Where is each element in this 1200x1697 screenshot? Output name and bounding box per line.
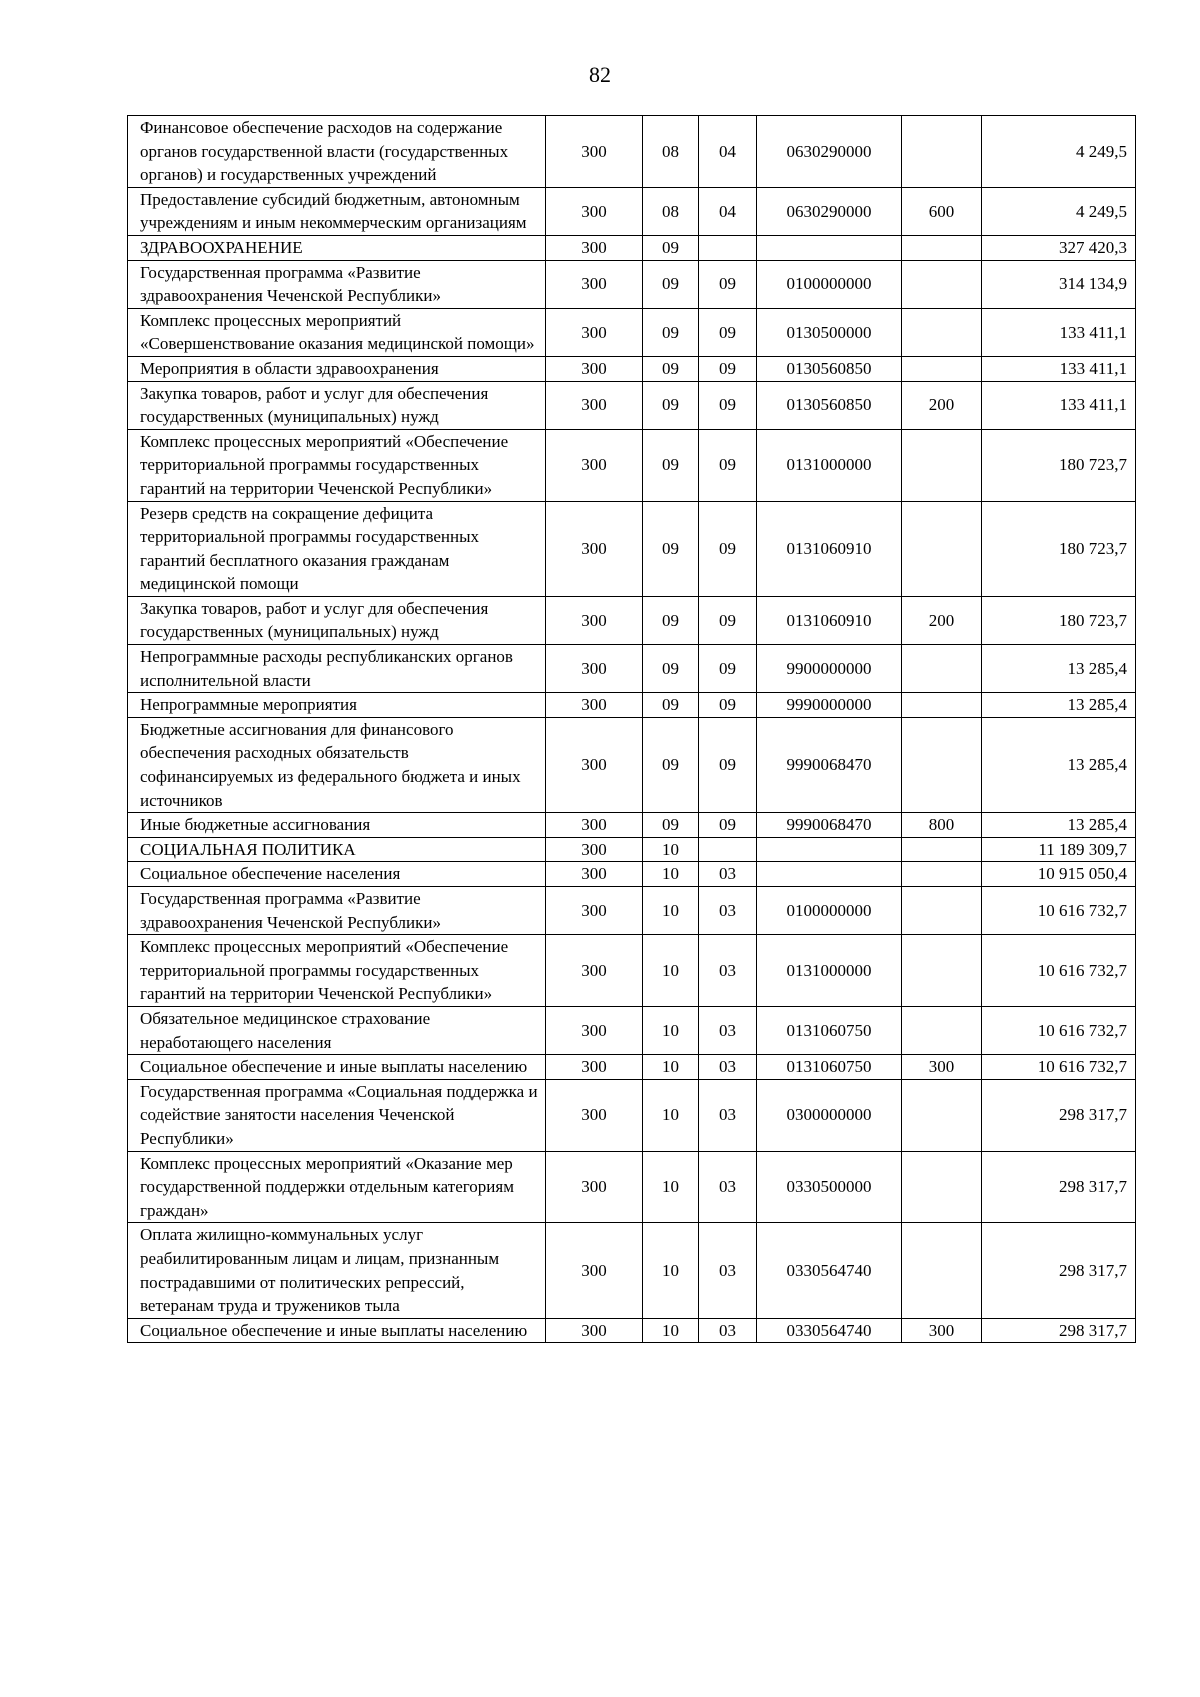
row-expense-type-cell	[902, 717, 982, 812]
row-amount-cell: 10 616 732,7	[982, 887, 1136, 935]
row-ministry-code-cell: 300	[546, 887, 643, 935]
row-target-article-cell: 9990068470	[757, 813, 902, 838]
row-target-article-cell: 0300000000	[757, 1079, 902, 1151]
row-subsection-cell: 03	[699, 1318, 757, 1343]
row-name-cell: Иные бюджетные ассигнования	[128, 813, 546, 838]
table-row	[128, 1318, 1136, 1343]
row-name-cell: Государственная программа «Социальная поддержка и содействие занятости населения Чеченской Республики»	[128, 1079, 546, 1151]
row-name-cell: Государственная программа «Развитие здравоохранения Чеченской Республики»	[128, 887, 546, 935]
row-target-article-cell: 0130500000	[757, 308, 902, 356]
row-ministry-code-cell: 300	[546, 235, 643, 260]
row-subsection-cell: 09	[699, 645, 757, 693]
row-amount-cell: 11 189 309,7	[982, 837, 1136, 862]
row-target-article-cell: 0131060910	[757, 596, 902, 644]
table-row	[128, 1151, 1136, 1223]
row-ministry-code-cell: 300	[546, 693, 643, 718]
row-ministry-code-cell: 300	[546, 1318, 643, 1343]
budget-table	[127, 115, 1136, 1343]
row-name-cell: Социальное обеспечение и иные выплаты населению	[128, 1318, 546, 1343]
row-expense-type-cell	[902, 1079, 982, 1151]
row-target-article-cell: 9990068470	[757, 717, 902, 812]
row-target-article-cell: 0100000000	[757, 887, 902, 935]
row-target-article-cell: 0130560850	[757, 381, 902, 429]
row-section-cell: 08	[643, 116, 699, 188]
row-target-article-cell: 0131000000	[757, 935, 902, 1007]
row-section-cell: 09	[643, 260, 699, 308]
row-target-article-cell: 0100000000	[757, 260, 902, 308]
table-row	[128, 235, 1136, 260]
row-subsection-cell: 04	[699, 187, 757, 235]
row-expense-type-cell	[902, 1223, 982, 1318]
row-target-article-cell: 0330500000	[757, 1151, 902, 1223]
row-expense-type-cell	[902, 645, 982, 693]
row-section-cell: 09	[643, 429, 699, 501]
table-row	[128, 260, 1136, 308]
row-section-cell: 09	[643, 308, 699, 356]
row-section-cell: 10	[643, 862, 699, 887]
row-section-cell: 09	[643, 381, 699, 429]
row-expense-type-cell	[902, 308, 982, 356]
row-name-cell: Мероприятия в области здравоохранения	[128, 356, 546, 381]
table-row	[128, 429, 1136, 501]
row-amount-cell: 298 317,7	[982, 1151, 1136, 1223]
row-name-cell: ЗДРАВООХРАНЕНИЕ	[128, 235, 546, 260]
row-ministry-code-cell: 300	[546, 1006, 643, 1054]
row-expense-type-cell: 800	[902, 813, 982, 838]
row-ministry-code-cell: 300	[546, 935, 643, 1007]
row-expense-type-cell	[902, 862, 982, 887]
row-section-cell: 10	[643, 1079, 699, 1151]
row-amount-cell: 298 317,7	[982, 1079, 1136, 1151]
row-section-cell: 09	[643, 717, 699, 812]
row-amount-cell: 327 420,3	[982, 235, 1136, 260]
row-amount-cell: 13 285,4	[982, 693, 1136, 718]
row-amount-cell: 133 411,1	[982, 308, 1136, 356]
row-section-cell: 09	[643, 813, 699, 838]
row-subsection-cell: 03	[699, 1079, 757, 1151]
row-target-article-cell: 0330564740	[757, 1223, 902, 1318]
row-subsection-cell: 09	[699, 717, 757, 812]
row-subsection-cell: 03	[699, 1151, 757, 1223]
row-ministry-code-cell: 300	[546, 381, 643, 429]
row-section-cell: 10	[643, 1223, 699, 1318]
table-row	[128, 187, 1136, 235]
row-name-cell: Предоставление субсидий бюджетным, автономным учреждениям и иным некоммерческим организациям	[128, 187, 546, 235]
row-section-cell: 09	[643, 356, 699, 381]
row-name-cell: Закупка товаров, работ и услуг для обеспечения государственных (муниципальных) нужд	[128, 381, 546, 429]
row-subsection-cell: 03	[699, 935, 757, 1007]
row-name-cell: Резерв средств на сокращение дефицита территориальной программы государственных гарантий бесплатного оказания гражданам медицинской помощи	[128, 501, 546, 596]
row-target-article-cell: 0630290000	[757, 187, 902, 235]
row-section-cell: 10	[643, 887, 699, 935]
row-amount-cell: 314 134,9	[982, 260, 1136, 308]
row-name-cell: Социальное обеспечение населения	[128, 862, 546, 887]
row-subsection-cell: 09	[699, 308, 757, 356]
row-name-cell: Оплата жилищно-коммунальных услуг реабилитированным лицам и лицам, признанным пострадавшими от политических репрессий, ветеранам труда и тружеников тыла	[128, 1223, 546, 1318]
row-amount-cell: 133 411,1	[982, 381, 1136, 429]
row-subsection-cell: 03	[699, 1055, 757, 1080]
table-row	[128, 116, 1136, 188]
row-expense-type-cell	[902, 935, 982, 1007]
row-ministry-code-cell: 300	[546, 308, 643, 356]
row-amount-cell: 13 285,4	[982, 645, 1136, 693]
table-row	[128, 862, 1136, 887]
row-target-article-cell: 0630290000	[757, 116, 902, 188]
row-subsection-cell: 03	[699, 862, 757, 887]
row-expense-type-cell	[902, 116, 982, 188]
table-row	[128, 501, 1136, 596]
row-subsection-cell: 09	[699, 381, 757, 429]
row-section-cell: 08	[643, 187, 699, 235]
row-name-cell: Финансовое обеспечение расходов на содержание органов государственной власти (государственных органов) и государственных учреждений	[128, 116, 546, 188]
row-section-cell: 09	[643, 501, 699, 596]
row-amount-cell: 10 616 732,7	[982, 935, 1136, 1007]
row-ministry-code-cell: 300	[546, 645, 643, 693]
row-name-cell: Непрограммные расходы республиканских органов исполнительной власти	[128, 645, 546, 693]
table-row	[128, 645, 1136, 693]
row-amount-cell: 10 616 732,7	[982, 1055, 1136, 1080]
row-ministry-code-cell: 300	[546, 837, 643, 862]
row-target-article-cell: 9900000000	[757, 645, 902, 693]
row-subsection-cell: 09	[699, 813, 757, 838]
row-name-cell: Бюджетные ассигнования для финансового обеспечения расходных обязательств софинансируемых из федерального бюджета и иных источников	[128, 717, 546, 812]
table-row	[128, 1223, 1136, 1318]
table-row	[128, 837, 1136, 862]
table-row	[128, 887, 1136, 935]
row-amount-cell: 10 616 732,7	[982, 1006, 1136, 1054]
row-name-cell: Комплекс процессных мероприятий «Совершенствование оказания медицинской помощи»	[128, 308, 546, 356]
row-section-cell: 10	[643, 1151, 699, 1223]
row-subsection-cell: 09	[699, 429, 757, 501]
row-name-cell: СОЦИАЛЬНАЯ ПОЛИТИКА	[128, 837, 546, 862]
table-row	[128, 381, 1136, 429]
table-row	[128, 308, 1136, 356]
table-row	[128, 596, 1136, 644]
row-expense-type-cell	[902, 887, 982, 935]
row-ministry-code-cell: 300	[546, 862, 643, 887]
row-expense-type-cell	[902, 1006, 982, 1054]
row-expense-type-cell: 600	[902, 187, 982, 235]
row-name-cell: Социальное обеспечение и иные выплаты населению	[128, 1055, 546, 1080]
row-subsection-cell: 09	[699, 693, 757, 718]
row-name-cell: Закупка товаров, работ и услуг для обеспечения государственных (муниципальных) нужд	[128, 596, 546, 644]
row-ministry-code-cell: 300	[546, 260, 643, 308]
row-amount-cell: 133 411,1	[982, 356, 1136, 381]
row-name-cell: Комплекс процессных мероприятий «Оказание мер государственной поддержки отдельным категориям граждан»	[128, 1151, 546, 1223]
row-section-cell: 09	[643, 596, 699, 644]
row-expense-type-cell	[902, 356, 982, 381]
row-target-article-cell: 0330564740	[757, 1318, 902, 1343]
page-number: 82	[589, 62, 611, 87]
row-amount-cell: 180 723,7	[982, 596, 1136, 644]
row-amount-cell: 4 249,5	[982, 116, 1136, 188]
row-expense-type-cell	[902, 1151, 982, 1223]
row-expense-type-cell	[902, 693, 982, 718]
row-amount-cell: 4 249,5	[982, 187, 1136, 235]
row-subsection-cell	[699, 235, 757, 260]
row-section-cell: 09	[643, 693, 699, 718]
row-name-cell: Комплекс процессных мероприятий «Обеспечение территориальной программы государственных гарантий на территории Чеченской Республики»	[128, 935, 546, 1007]
row-section-cell: 10	[643, 1318, 699, 1343]
row-name-cell: Непрограммные мероприятия	[128, 693, 546, 718]
table-row	[128, 1006, 1136, 1054]
row-ministry-code-cell: 300	[546, 1151, 643, 1223]
row-section-cell: 10	[643, 1006, 699, 1054]
row-target-article-cell: 0131060750	[757, 1055, 902, 1080]
row-section-cell: 10	[643, 1055, 699, 1080]
row-expense-type-cell	[902, 501, 982, 596]
row-subsection-cell: 03	[699, 1223, 757, 1318]
row-amount-cell: 180 723,7	[982, 501, 1136, 596]
row-expense-type-cell	[902, 260, 982, 308]
row-amount-cell: 298 317,7	[982, 1318, 1136, 1343]
row-section-cell: 10	[643, 837, 699, 862]
row-expense-type-cell	[902, 837, 982, 862]
row-ministry-code-cell: 300	[546, 1055, 643, 1080]
row-target-article-cell: 0131000000	[757, 429, 902, 501]
row-subsection-cell: 09	[699, 260, 757, 308]
row-ministry-code-cell: 300	[546, 596, 643, 644]
row-amount-cell: 10 915 050,4	[982, 862, 1136, 887]
row-ministry-code-cell: 300	[546, 187, 643, 235]
row-amount-cell: 180 723,7	[982, 429, 1136, 501]
row-ministry-code-cell: 300	[546, 356, 643, 381]
table-row	[128, 1079, 1136, 1151]
row-target-article-cell	[757, 862, 902, 887]
row-subsection-cell: 04	[699, 116, 757, 188]
table-row	[128, 717, 1136, 812]
row-subsection-cell: 03	[699, 887, 757, 935]
row-section-cell: 09	[643, 235, 699, 260]
row-subsection-cell: 09	[699, 501, 757, 596]
table-row	[128, 813, 1136, 838]
row-target-article-cell: 0131060910	[757, 501, 902, 596]
row-name-cell: Государственная программа «Развитие здравоохранения Чеченской Республики»	[128, 260, 546, 308]
row-section-cell: 10	[643, 935, 699, 1007]
row-ministry-code-cell: 300	[546, 116, 643, 188]
row-target-article-cell	[757, 837, 902, 862]
row-amount-cell: 13 285,4	[982, 813, 1136, 838]
row-ministry-code-cell: 300	[546, 429, 643, 501]
row-target-article-cell: 9990000000	[757, 693, 902, 718]
row-ministry-code-cell: 300	[546, 501, 643, 596]
row-ministry-code-cell: 300	[546, 1079, 643, 1151]
row-expense-type-cell: 200	[902, 596, 982, 644]
row-subsection-cell: 09	[699, 356, 757, 381]
budget-table-body	[128, 116, 1136, 1343]
row-section-cell: 09	[643, 645, 699, 693]
table-row	[128, 693, 1136, 718]
row-amount-cell: 13 285,4	[982, 717, 1136, 812]
row-name-cell: Комплекс процессных мероприятий «Обеспечение территориальной программы государственных гарантий на территории Чеченской Республики»	[128, 429, 546, 501]
row-target-article-cell: 0131060750	[757, 1006, 902, 1054]
table-row	[128, 356, 1136, 381]
row-ministry-code-cell: 300	[546, 717, 643, 812]
table-row	[128, 1055, 1136, 1080]
row-expense-type-cell: 200	[902, 381, 982, 429]
row-ministry-code-cell: 300	[546, 1223, 643, 1318]
row-subsection-cell	[699, 837, 757, 862]
row-subsection-cell: 03	[699, 1006, 757, 1054]
row-target-article-cell: 0130560850	[757, 356, 902, 381]
row-expense-type-cell	[902, 429, 982, 501]
row-expense-type-cell: 300	[902, 1318, 982, 1343]
table-row	[128, 935, 1136, 1007]
row-expense-type-cell: 300	[902, 1055, 982, 1080]
row-target-article-cell	[757, 235, 902, 260]
row-subsection-cell: 09	[699, 596, 757, 644]
row-ministry-code-cell: 300	[546, 813, 643, 838]
row-expense-type-cell	[902, 235, 982, 260]
row-amount-cell: 298 317,7	[982, 1223, 1136, 1318]
row-name-cell: Обязательное медицинское страхование неработающего населения	[128, 1006, 546, 1054]
